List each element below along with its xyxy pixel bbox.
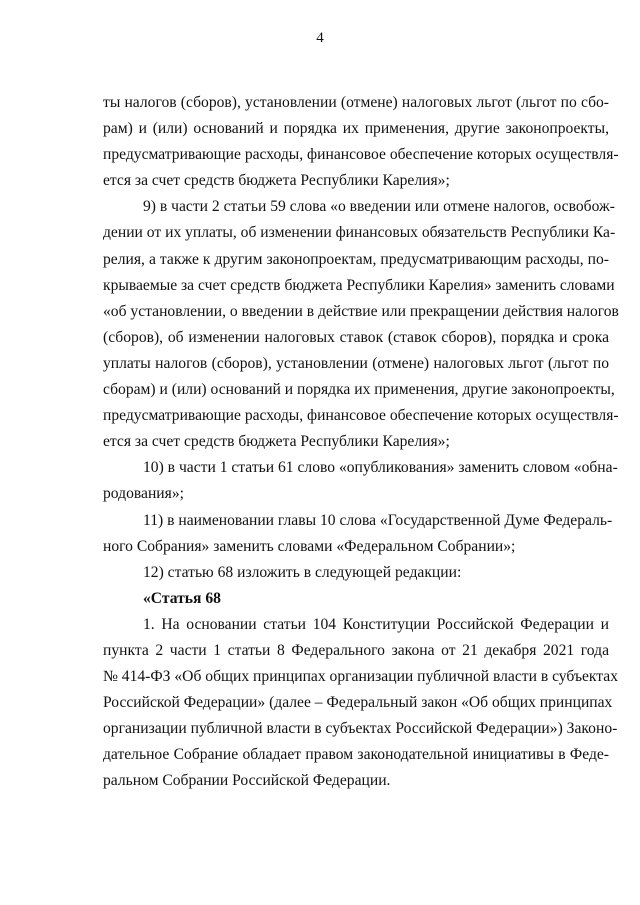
text-line: ральном Собрании Российской Федерации. (103, 772, 391, 790)
text-line: дательное Собрание обладает правом законодательной инициативы в Феде- (103, 746, 609, 764)
text-line: уплаты налогов (сборов), установлении (отмене) налоговых льгот (льгот по (103, 354, 609, 372)
text-line: релия, а также к другим законопроектам, предусматривающим расходы, по- (103, 250, 609, 268)
text-line: 1. На основании статьи 104 Конституции Российской Федерации и (143, 615, 609, 633)
text-line: Российской Федерации» (далее – Федеральный закон «Об общих принципах (103, 694, 613, 712)
text-line: ты налогов (сборов), установлении (отмене) налоговых льгот (льгот по сбо- (103, 94, 609, 111)
page-number: 4 (316, 30, 324, 46)
text-line: 12) статью 68 изложить в следующей редакции: (143, 563, 462, 581)
text-line: 9) в части 2 статьи 59 слова «о введении или отмене налогов, освобож- (143, 198, 615, 216)
text-line: ется за счет средств бюджета Республики Карелия»; (103, 172, 450, 190)
text-line: ется за счет средств бюджета Республики Карелия»; (103, 433, 450, 451)
text-line: (сборов), об изменении налоговых ставок (ставок сборов), порядка и срока (103, 328, 609, 346)
text-line: родования»; (103, 485, 184, 503)
text-line: предусматривающие расходы, финансовое обеспечение которых осуществля- (103, 407, 619, 425)
text-line: «об установлении, о введении в действие или прекращении действия налогов (103, 302, 619, 320)
text-line: 10) в части 1 статьи 61 слово «опубликования» заменить словом «обна- (143, 459, 618, 477)
text-line: крываемые за счет средств бюджета Республики Карелия» заменить словами (103, 276, 615, 294)
text-line: рам) и (или) оснований и порядка их применения, другие законопроекты, (103, 120, 609, 138)
text-line: № 414-ФЗ «Об общих принципах организации публичной власти в субъектах (103, 668, 619, 686)
text-line: пункта 2 части 1 статьи 8 Федерального закона от 21 декабря 2021 года (103, 641, 609, 659)
text-line: дении от их уплаты, об изменении финансовых обязательств Республики Ка- (103, 224, 616, 242)
article-heading: «Статья 68 (143, 589, 221, 607)
text-line: сборам) и (или) оснований и порядка их применения, другие законопроекты, (103, 381, 615, 399)
text-line: организации публичной власти в субъектах Российской Федерации») Законо- (103, 720, 618, 738)
text-line: 11) в наименовании главы 10 слова «Государственной Думе Федераль- (143, 511, 613, 529)
document-body (103, 90, 619, 795)
text-line: ного Собрания» заменить словами «Федеральном Собрании»; (103, 537, 516, 555)
text-line: предусматривающие расходы, финансовое обеспечение которых осуществля- (103, 146, 619, 164)
